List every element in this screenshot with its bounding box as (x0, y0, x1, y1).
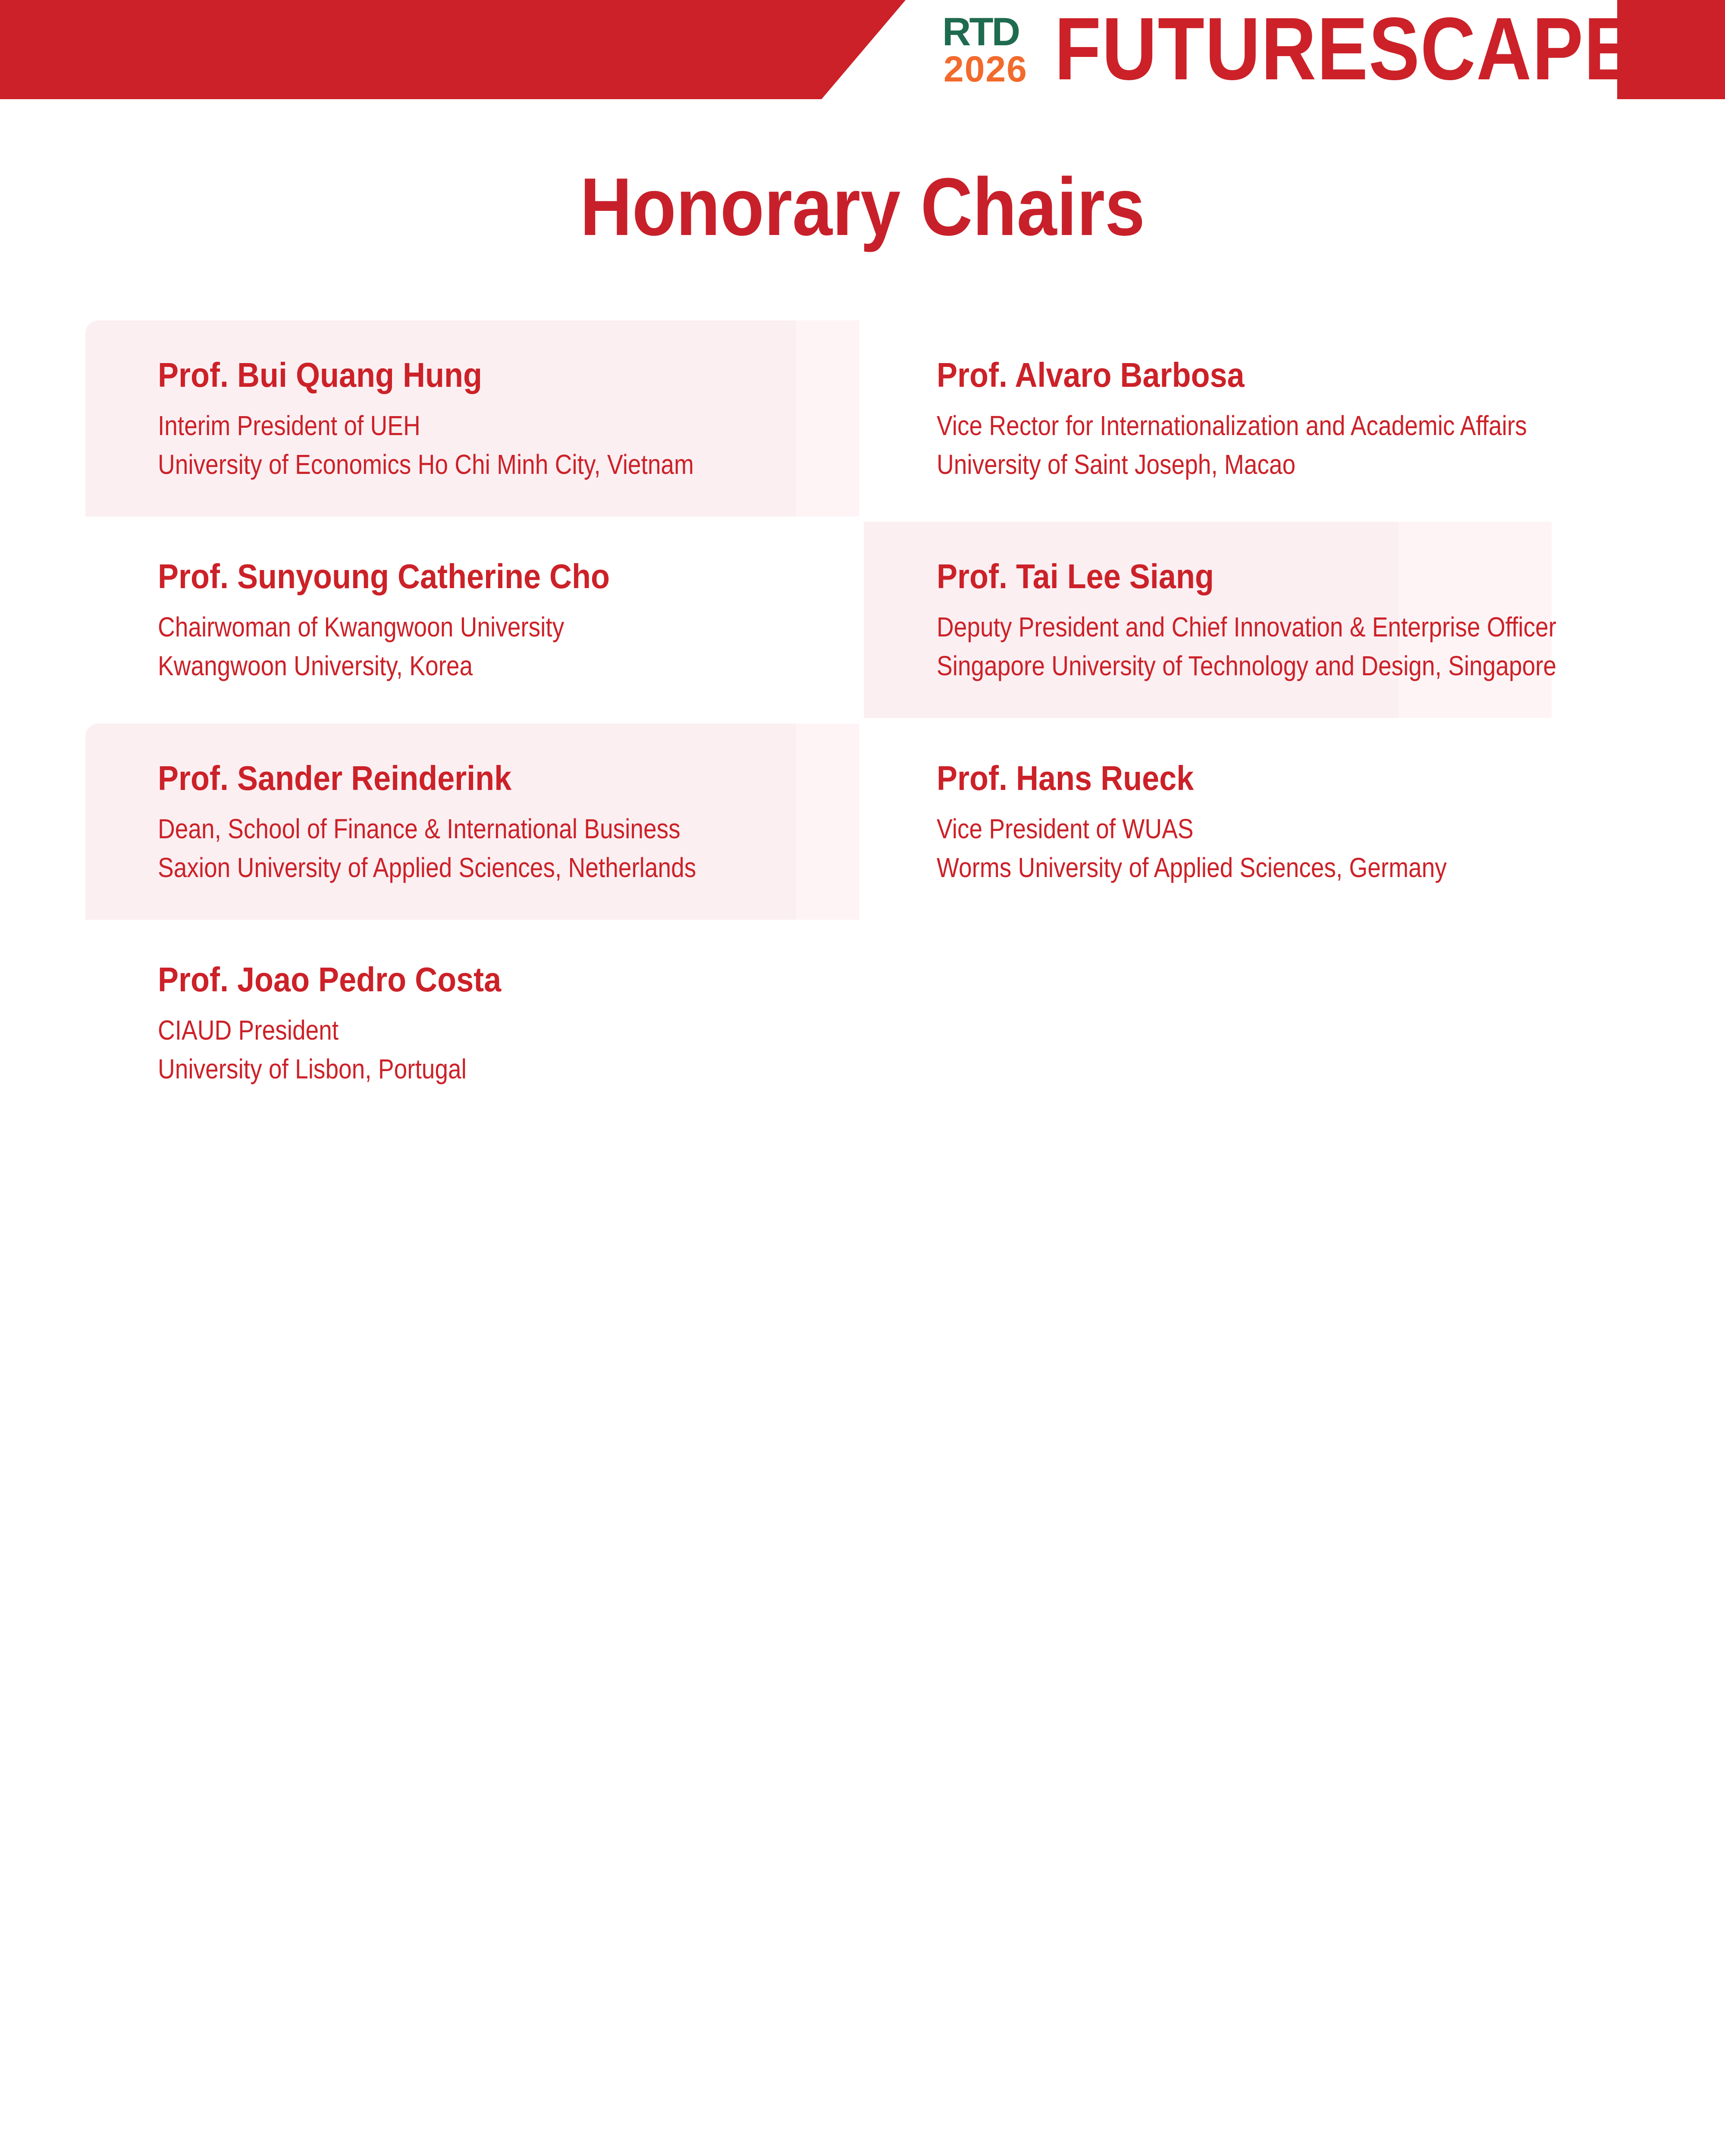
chair-role: Dean, School of Finance & International Business (158, 813, 681, 844)
chair-card (158, 962, 891, 1088)
chair-role: CIAUD President (158, 1015, 339, 1046)
chair-name: Prof. Sunyoung Catherine Cho (158, 557, 610, 595)
chair-role: Deputy President and Chief Innovation & Enterprise Officer (937, 611, 1556, 642)
chair-name: Prof. Hans Rueck (937, 759, 1194, 797)
page-title: Honorary Chairs (580, 161, 1145, 253)
chair-card (158, 559, 891, 685)
chair-card (937, 761, 1670, 887)
chair-role: Chairwoman of Kwangwoon University (158, 611, 565, 642)
chair-role: Vice President of WUAS (937, 813, 1194, 844)
chair-name: Prof. Alvaro Barbosa (937, 356, 1245, 394)
rtd-logo-year: 2026 (944, 49, 1028, 89)
chair-name: Prof. Tai Lee Siang (937, 557, 1214, 595)
chair-institution: Singapore University of Technology and Design, Singapore (937, 650, 1557, 681)
rtd-logo-text: RTD (942, 10, 1019, 54)
chair-card (937, 559, 1670, 685)
header-bar-left (0, 0, 906, 99)
chair-card (158, 358, 891, 484)
chair-institution: Worms University of Applied Sciences, Germany (937, 852, 1447, 883)
chair-institution: University of Lisbon, Portugal (158, 1053, 467, 1084)
chair-name: Prof. Joao Pedro Costa (158, 960, 502, 999)
chair-card (158, 761, 891, 887)
chair-institution: University of Economics Ho Chi Minh City, Vietnam (158, 449, 694, 480)
chair-name: Prof. Sander Reinderink (158, 759, 512, 797)
chair-role: Interim President of UEH (158, 410, 420, 441)
chair-role: Vice Rector for Internationalization and Academic Affairs (937, 410, 1527, 441)
chair-card (937, 358, 1670, 484)
chair-institution: University of Saint Joseph, Macao (937, 449, 1296, 480)
chair-institution: Kwangwoon University, Korea (158, 650, 473, 681)
chair-institution: Saxion University of Applied Sciences, Netherlands (158, 852, 696, 883)
chair-name: Prof. Bui Quang Hung (158, 356, 482, 394)
brand-title: FUTURESCAPE (1054, 0, 1636, 98)
